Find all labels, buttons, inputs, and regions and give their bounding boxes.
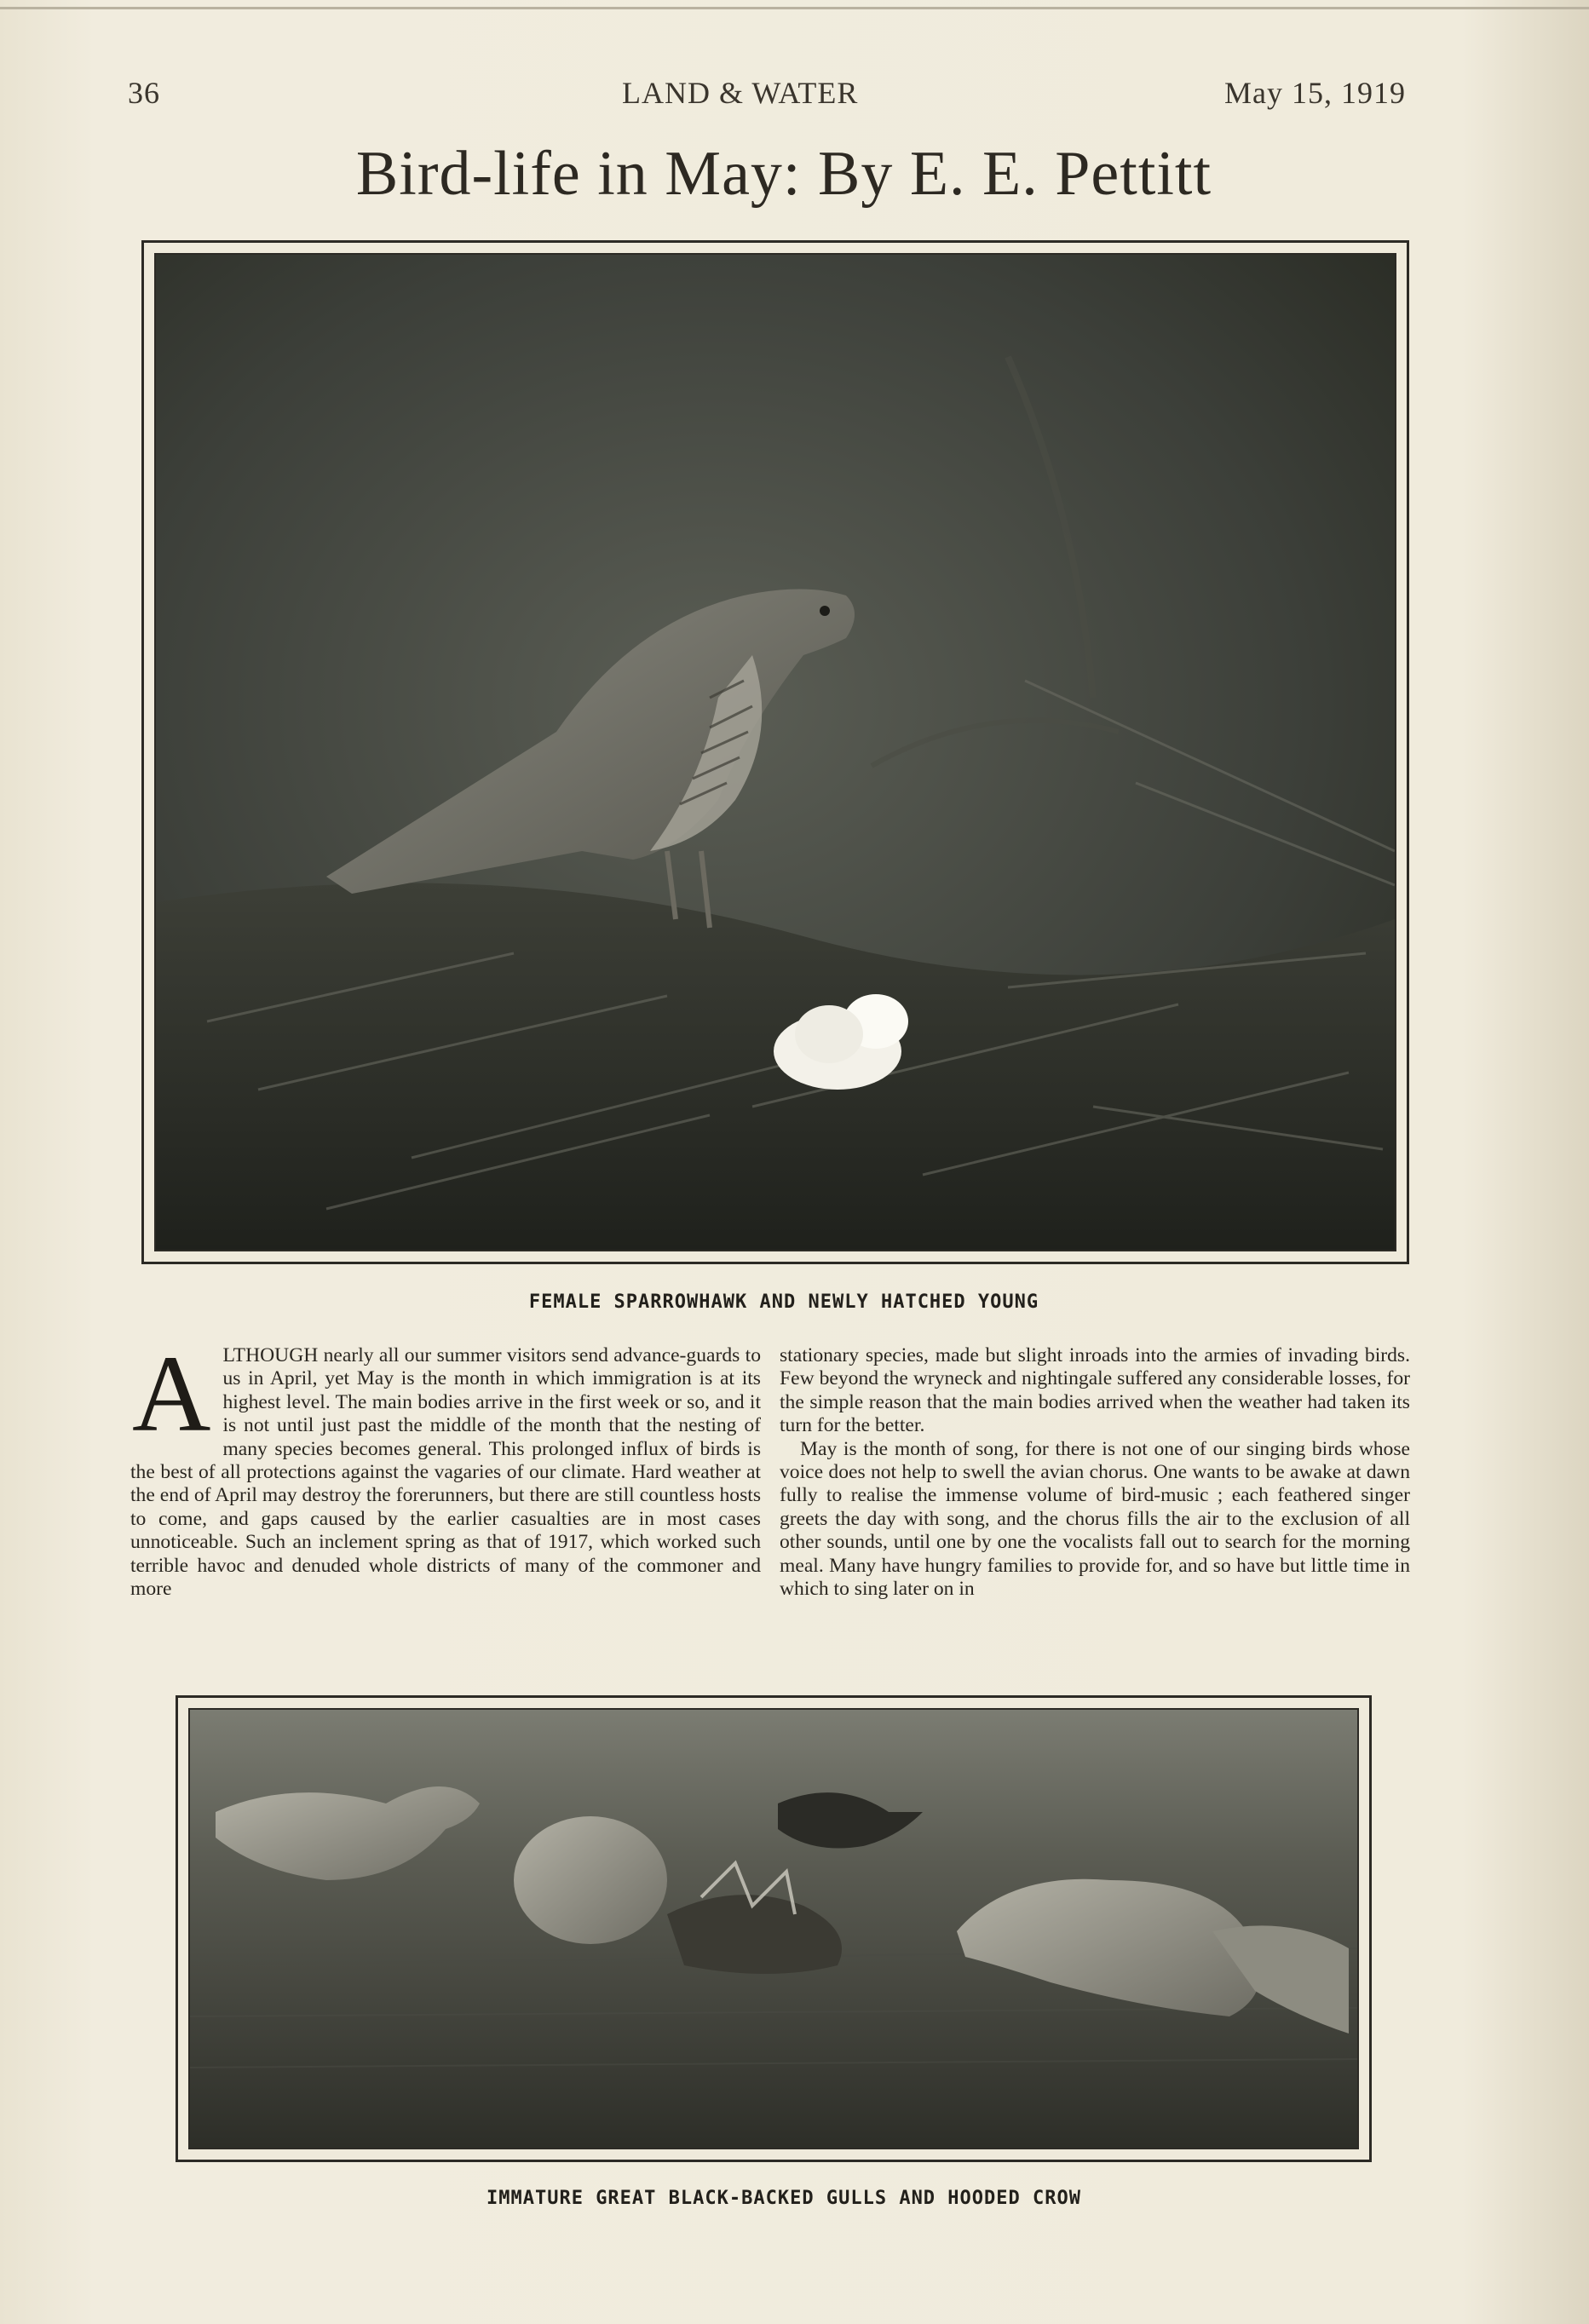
article-title: Bird-life in May: By E. E. Pettitt — [355, 139, 1212, 209]
gull-center — [514, 1816, 667, 1944]
figure-caption-sparrowhawk: FEMALE SPARROWHAWK AND NEWLY HATCHED YOUNG — [528, 1291, 1039, 1313]
sparrowhawk-image — [156, 255, 1395, 1250]
drop-cap: A — [132, 1344, 211, 1454]
sparrowhawk-photo-frame — [141, 240, 1409, 1264]
article-column-right — [780, 1344, 1410, 1694]
sparrowhawk-photo — [154, 253, 1396, 1251]
article-column-left — [130, 1344, 761, 1694]
article-paragraph: LTHOUGH nearly all our summer visitors send advance-guards to us in April, yet May is the month in which immigration is at its highest level. The main bodies arrive in the first week or so, and it is not until just past the middle of the month that the nesting of many species becomes general. This prolonged influx of birds is the best of all protections against the vagaries of our climate. Hard weather at the end of April may destroy the forerunners, but there are still countless hosts to come, and gaps caused by the earlier casualties are in most cases unnoticeable. Such an inclement spring as that of 1917, which worked such terrible havoc and denuded whole districts of many of the commoner and more — [130, 1344, 761, 1601]
magazine-name: LAND & WATER — [622, 76, 859, 110]
running-header — [128, 75, 1406, 118]
gulls-photo-frame — [176, 1695, 1372, 2162]
page-number: 36 — [128, 76, 160, 110]
top-rule — [0, 7, 1589, 9]
gulls-image — [190, 1710, 1357, 2148]
gulls-photo — [188, 1708, 1359, 2149]
article-paragraph: stationary species, made but slight inroads into the armies of invading birds. Few beyond the wryneck and nightingale suffered any considerable losses, for the simple reason that the main bodies arrived when the weather had taken its turn for the better. — [780, 1344, 1410, 1437]
figure-caption-gulls: IMMATURE GREAT BLACK-BACKED GULLS AND HOODED CROW — [486, 2188, 1081, 2209]
issue-date: May 15, 1919 — [1224, 76, 1406, 110]
article-paragraph: May is the month of song, for there is not one of our singing birds whose voice does not help to swell the avian chorus. One wants to be awake at dawn fully to realise the immense volume of bird-music ; each feathered singer greets the day with song, and the chorus fills the air to the exclusion of all other sounds, until one by one the vocalists fall out to search for the morning meal. Many have hungry families to provide for, and so have but little time in which to sing later on in — [780, 1437, 1410, 1601]
